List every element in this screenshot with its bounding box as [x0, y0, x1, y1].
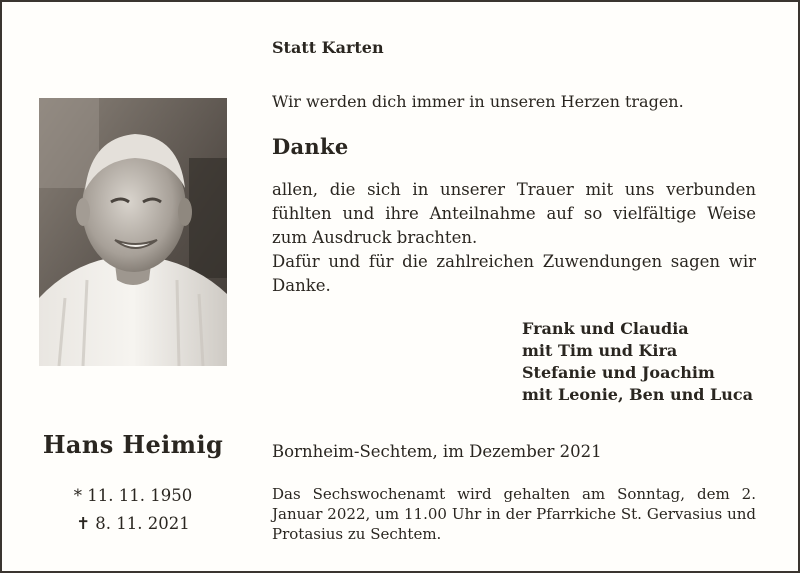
signature-line: Stefanie und Joachim: [522, 363, 715, 382]
signature-line: Frank und Claudia: [522, 319, 689, 338]
signature-line: mit Leonie, Ben und Luca: [522, 385, 754, 404]
place-date: Bornheim-Sechtem, im Dezember 2021: [272, 442, 602, 461]
deceased-name: Hans Heimig: [42, 430, 224, 459]
motto-line: Wir werden dich immer in unseren Herzen tragen.: [272, 92, 684, 111]
thanks-body: [272, 178, 756, 298]
service-notice: Das Sechswochenamt wird gehalten am Sonntag, dem 2. Januar 2022, um 11.00 Uhr in der Pfarrkiche St. Gervasius und Protasius zu Sechtem.: [272, 485, 756, 543]
portrait-photo: [39, 98, 227, 366]
notice-header: Statt Karten: [272, 38, 384, 57]
death-date: ✝ 8. 11. 2021: [76, 514, 190, 533]
thanks-paragraph-1: allen, die sich in unserer Trauer mit uns verbunden fühlten und ihre Anteilnahme auf so vielfältige Weise zum Ausdruck brachten.: [272, 180, 756, 247]
birth-date: * 11. 11. 1950: [73, 486, 193, 505]
thanks-heading: Danke: [272, 134, 349, 159]
thanks-paragraph-2: Dafür und für die zahlreichen Zuwendungen sagen wir Danke.: [272, 252, 756, 295]
signatures: [522, 318, 753, 406]
signature-line: mit Tim und Kira: [522, 341, 678, 360]
